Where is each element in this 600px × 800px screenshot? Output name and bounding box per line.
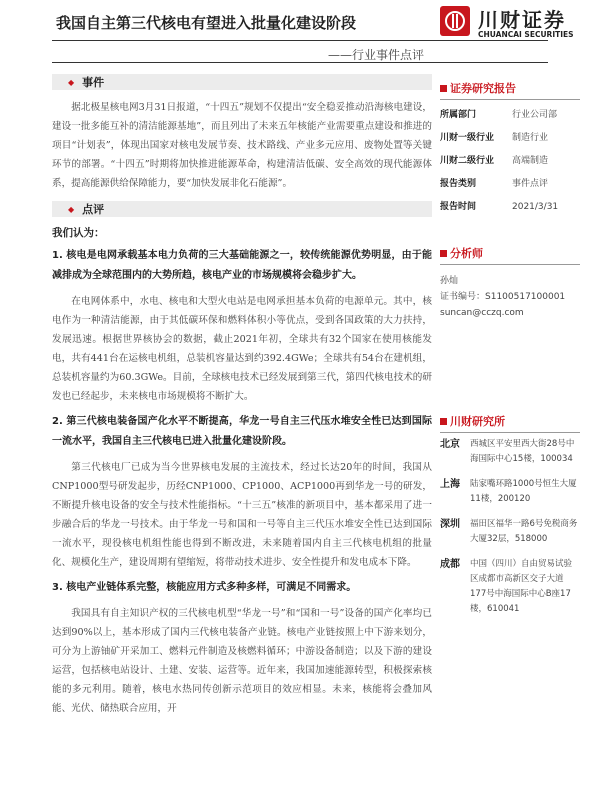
office-address: 中国（四川）自由贸易试验区成都市高新区交子大道177号中海国际中心B座17楼，610041 (470, 559, 573, 614)
divider (440, 264, 580, 265)
square-icon (440, 250, 447, 257)
analyst-cert: 证书编号：S1100517100001 (440, 292, 566, 302)
office-city: 北京 (440, 439, 460, 450)
office-city: 上海 (440, 479, 460, 490)
section-event-heading (52, 74, 432, 90)
info-key: 川财二级行业 (440, 156, 495, 166)
info-key: 报告类别 (440, 179, 477, 189)
report-info-row (440, 104, 580, 127)
info-value: 2021/3/31 (512, 202, 559, 212)
point-paragraph-1: 在电网体系中，水电、核电和大型火电站是电网承担基本负荷的电源单元。其中，核电作为一种清洁能源，由于其低碳环保和燃料体积小等优点，受到各国政策的大力扶持，发展迅速。根据世界核协会的数据，截止2021年初，全球共有32个国家在使用核能发电，共有441台在运核电机组，总装机容量达到约392.4GWe；全球共有54台在建机组，总装机容量约为60.3GWe。目前，全球核电技术已经发展到第三代，第四代核电技术的研发也已经起步，未来核电市场规模将不断扩大。 (52, 296, 432, 402)
research-title-text: 川财研究所 (450, 415, 505, 428)
analyst-title-text: 分析师 (450, 247, 483, 260)
info-key: 所属部门 (440, 110, 477, 120)
report-info-row (440, 150, 580, 173)
point-heading-3: 3. 核电产业链体系完整，核能应用方式多种多样，可满足不同需求。 (52, 582, 357, 593)
office-address: 陆家嘴环路1000号恒生大厦11楼，200120 (470, 479, 577, 504)
point-paragraph-3: 我国具有自主知识产权的三代核电机型“华龙一号”和“国和一号”设备的国产化率均已达到90%以上，基本形成了国内三代核电装备产业链。核电产业链按照上中下游来划分，可分为上游铀矿开采加工、燃料元件制造及核燃料循环；中游设备制造；以及下游的建设运营，包括核电站设计、土建、安装、运营等。近年来，我国加速能源转型，积极探索核能的多元利用。随着，核电水热同传创新示范项目的效应相显。未来，核能将会叠加风能、光伏、储热联合应用，开 (52, 608, 432, 714)
section-comment-heading (52, 201, 432, 217)
report-info-row (440, 196, 580, 219)
info-value: 制造行业 (512, 133, 549, 143)
point-paragraph-2: 第三代核电厂已成为当今世界核电发展的主流技术，经过长达20年的时间，我国从CNP1000型号研发起步，历经CNP1000、CP1000、ACP1000再到华龙一号的研发，不断提升核电设备的安全与技术性能指标。“十三五”核准的新项目中，基本都采用了进一步融合后的华龙一号技术。由于华龙一号和国和一号等自主三代压水堆安全性已达到国际一流水平，现役核电机组性能也得到不断改进，未来随着国内自主三代核电机组的批量化、规模化生产，建设周期有望缩短，将带动技术进步、安全性提升和发电成本下降。 (52, 462, 432, 568)
square-icon (440, 418, 447, 425)
point-heading-2: 2. 第三代核电装备国产化水平不断提高，华龙一号自主三代压水堆安全性已达到国际一流水平，我国自主三代核电已进入批量化建设阶段。 (52, 416, 432, 447)
info-key: 川财一级行业 (440, 133, 495, 143)
office-entry (440, 517, 580, 547)
report-info-title (440, 80, 580, 96)
company-logo (440, 6, 574, 46)
divider (440, 432, 580, 433)
report-title: 我国自主第三代核电有望进入批量化建设阶段 (56, 14, 357, 32)
info-value: 事件点评 (512, 179, 549, 189)
square-icon (440, 85, 447, 92)
event-paragraph: 据北极星核电网3月31日报道，“十四五”规划不仅提出“安全稳妥推动沿海核电建设，建设一批多能互补的清洁能源基地”，而且列出了未来五年核能产业需要重点建设和推进的项目“计划表”，体现出国家对核电发展节奏、技术路线、产业多元应用、废物处置等关键环节的部署。“十四五”时期将加快推进能源革命，构建清洁低碳、安全高效的现代能源体系，提高能源供给保障能力，要“加快发展非化石能源”。 (52, 102, 432, 189)
section-comment-label: 点评 (82, 203, 105, 216)
diamond-icon: ◆ (68, 204, 75, 214)
info-value: 行业公司部 (512, 110, 558, 120)
sidebar (440, 80, 580, 627)
logo-mark-icon (440, 6, 470, 36)
report-subtitle: ——行业事件点评 (327, 48, 424, 62)
office-entry (440, 437, 580, 467)
diamond-icon: ◆ (68, 77, 75, 87)
section-event-label: 事件 (82, 76, 105, 89)
analyst-name: 孙灿 (440, 276, 459, 286)
office-address: 福田区福华一路6号免税商务大厦32层，518000 (470, 519, 578, 544)
logo-name-cn: 川财证券 (478, 8, 566, 32)
info-key: 报告时间 (440, 202, 477, 212)
report-info-row (440, 173, 580, 196)
analyst-title (440, 245, 580, 261)
office-address: 西城区平安里西大街28号中海国际中心15楼，100034 (470, 439, 575, 464)
research-title (440, 413, 580, 429)
office-city: 成都 (440, 559, 460, 570)
header-rule-bottom (52, 62, 548, 63)
office-entry (440, 477, 580, 507)
analyst-email[interactable]: suncan@cczq.com (440, 308, 524, 318)
report-info-row (440, 127, 580, 150)
office-entry (440, 557, 580, 617)
logo-name-en: CHUANCAI SECURITIES (478, 30, 574, 39)
office-city: 深圳 (440, 519, 460, 530)
main-column (52, 74, 432, 718)
report-info-title-text: 证券研究报告 (450, 82, 516, 95)
we-think-label: 我们认为： (52, 227, 105, 239)
point-heading-1: 1. 核电是电网承载基本电力负荷的三大基础能源之一，较传统能源优势明显，由于能减排成为全球范围内的大势所趋，核电产业的市场规模将会稳步扩大。 (52, 250, 432, 281)
info-value: 高端制造 (512, 156, 549, 166)
divider (440, 99, 580, 100)
